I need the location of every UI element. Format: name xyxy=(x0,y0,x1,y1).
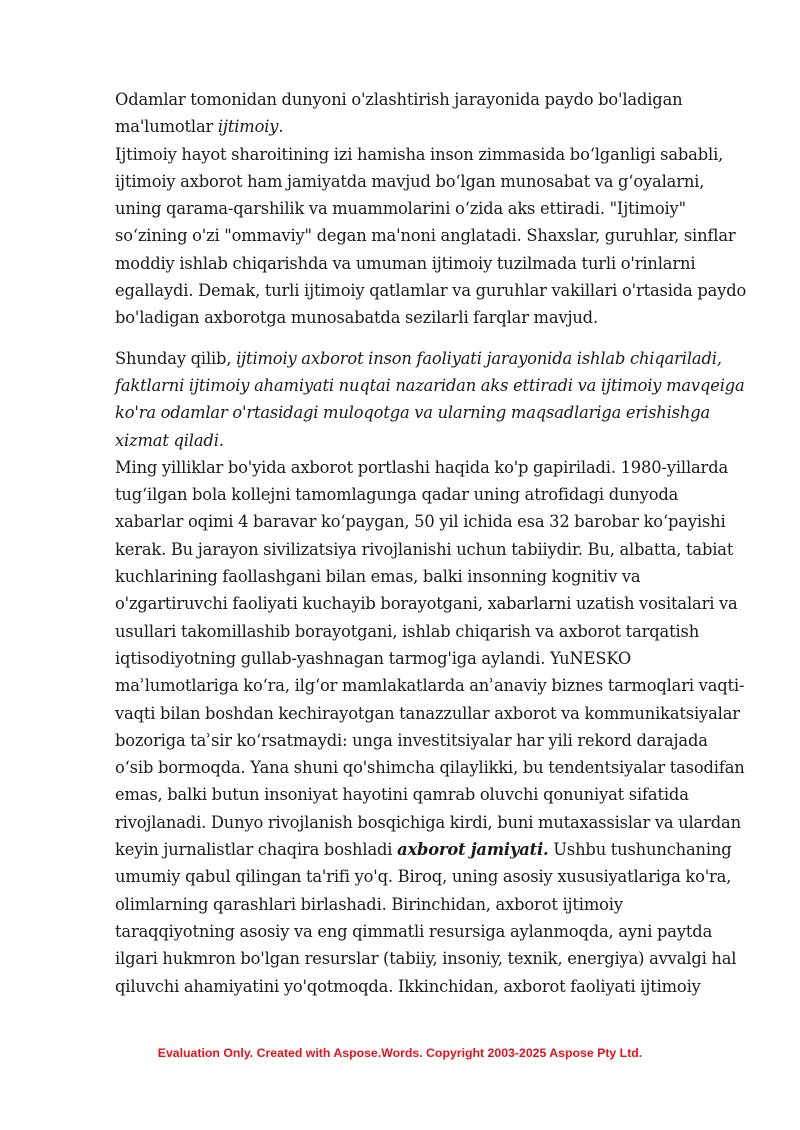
paragraph-1 xyxy=(115,86,747,141)
paragraph-1-text: Odamlar tomonidan dunyoni o'zlashtirish jarayonida paydo bo'ladigan ma'lumotlar xyxy=(115,90,683,137)
paragraph-1-end: . xyxy=(278,117,284,137)
paragraph-4-text: Ming yilliklar bo'yida axborot portlashi haqida ko'p gapiriladi. 1980-yillarda tugʻilgan bola kollejni tamomlagunga qadar uning atrofidagi dunyoda xabarlar oqimi 4 baravar koʻpaygan, 50 yil ichida esa 32 barobar koʻpayishi kerak. Bu jarayon sivilizatsiya rivojlanishi uchun tabiiydir. Bu, albatta, tabiat kuchlarining faollashgani bilan emas, balki insonning kognitiv va o'zgartiruvchi faoliyati kuchayib borayotgani, xabarlarni uzatish vositalari va usullari takomillashib borayotgani, ishlab chiqarish va axborot tarqatish iqtisodiyotning gullab-yashnagan tarmog'iga aylandi. YuNESKO maʾlumotlariga koʻra, ilgʻor mamlakatlarda anʾanaviy biznes tarmoqlari vaqti-vaqti bilan boshdan kechirayotgan tanazzullar axborot va kommunikatsiyalar bozoriga taʾsir koʻrsatmaydi: unga investitsiyalar har yili rekord darajada oʻsib bormoqda. Yana shuni qo'shimcha qilaylikki, bu tendentsiyalar tasodifan emas, balki butun insoniyat hayotini qamrab oluvchi qonuniyat sifatida rivojlanadi. Dunyo rivojlanish bosqichiga kirdi, buni mutaxassislar va ulardan keyin jurnalistlar chaqira boshladi xyxy=(115,457,745,860)
paragraph-4-end: Ushbu tushunchaning umumiy qabul qilingan ta'rifi yo'q. Biroq, uning asosiy xususiyatlariga ko'ra, olimlarning qarashlari birlashadi. Birinchidan, axborot ijtimoiy taraqqiyotning asosiy va eng qimmatli resursiga aylanmoqda, ayni paytda ilgari hukmron bo'lgan resurslar (tabiiy, insoniy, texnik, energiya) avvalgi hal qiluvchi ahamiyatini yo'qotmoqda. Ikkinchidan, axborot faoliyati ijtimoiy xyxy=(115,840,737,996)
document-body xyxy=(115,86,747,1000)
paragraph-3-italic: ijtimoiy axborot inson faoliyati jarayonida ishlab chiqariladi, faktlarni ijtimoiy ahamiyati nuqtai nazaridan aks ettiradi va ijtimoiy mavqeiga ko'ra odamlar o'rtasidagi muloqotga va ularning maqsadlariga erishishga xizmat qiladi. xyxy=(115,348,745,450)
paragraph-4 xyxy=(115,454,747,1000)
paragraph-4-bold-term: axborot jamiyati. xyxy=(397,840,549,860)
paragraph-1-italic: ijtimoiy xyxy=(217,117,279,137)
paragraph-2: Ijtimoiy hayot sharoitining izi hamisha inson zimmasida boʻlganligi sababli, ijtimoiy axborot ham jamiyatda mavjud boʻlgan munosabat va gʻoyalarni, uning qarama-qarshilik va muammolarini oʻzida aks ettiradi. "Ijtimoiy" soʻzining o'zi "ommaviy" degan ma'noni anglatadi. Shaxslar, guruhlar, sinflar moddiy ishlab chiqarishda va umuman ijtimoiy tuzilmada turli o'rinlarni egallaydi. Demak, turli ijtimoiy qatlamlar va guruhlar vakillari o'rtasida paydo bo'ladigan axborotga munosabatda sezilarli farqlar mavjud. xyxy=(115,144,747,328)
paragraph-3 xyxy=(115,345,747,454)
paragraph-3-text: Shunday qilib, xyxy=(115,348,237,368)
evaluation-watermark: Evaluation Only. Created with Aspose.Words. Copyright 2003-2025 Aspose Pty Ltd. xyxy=(157,1046,643,1060)
